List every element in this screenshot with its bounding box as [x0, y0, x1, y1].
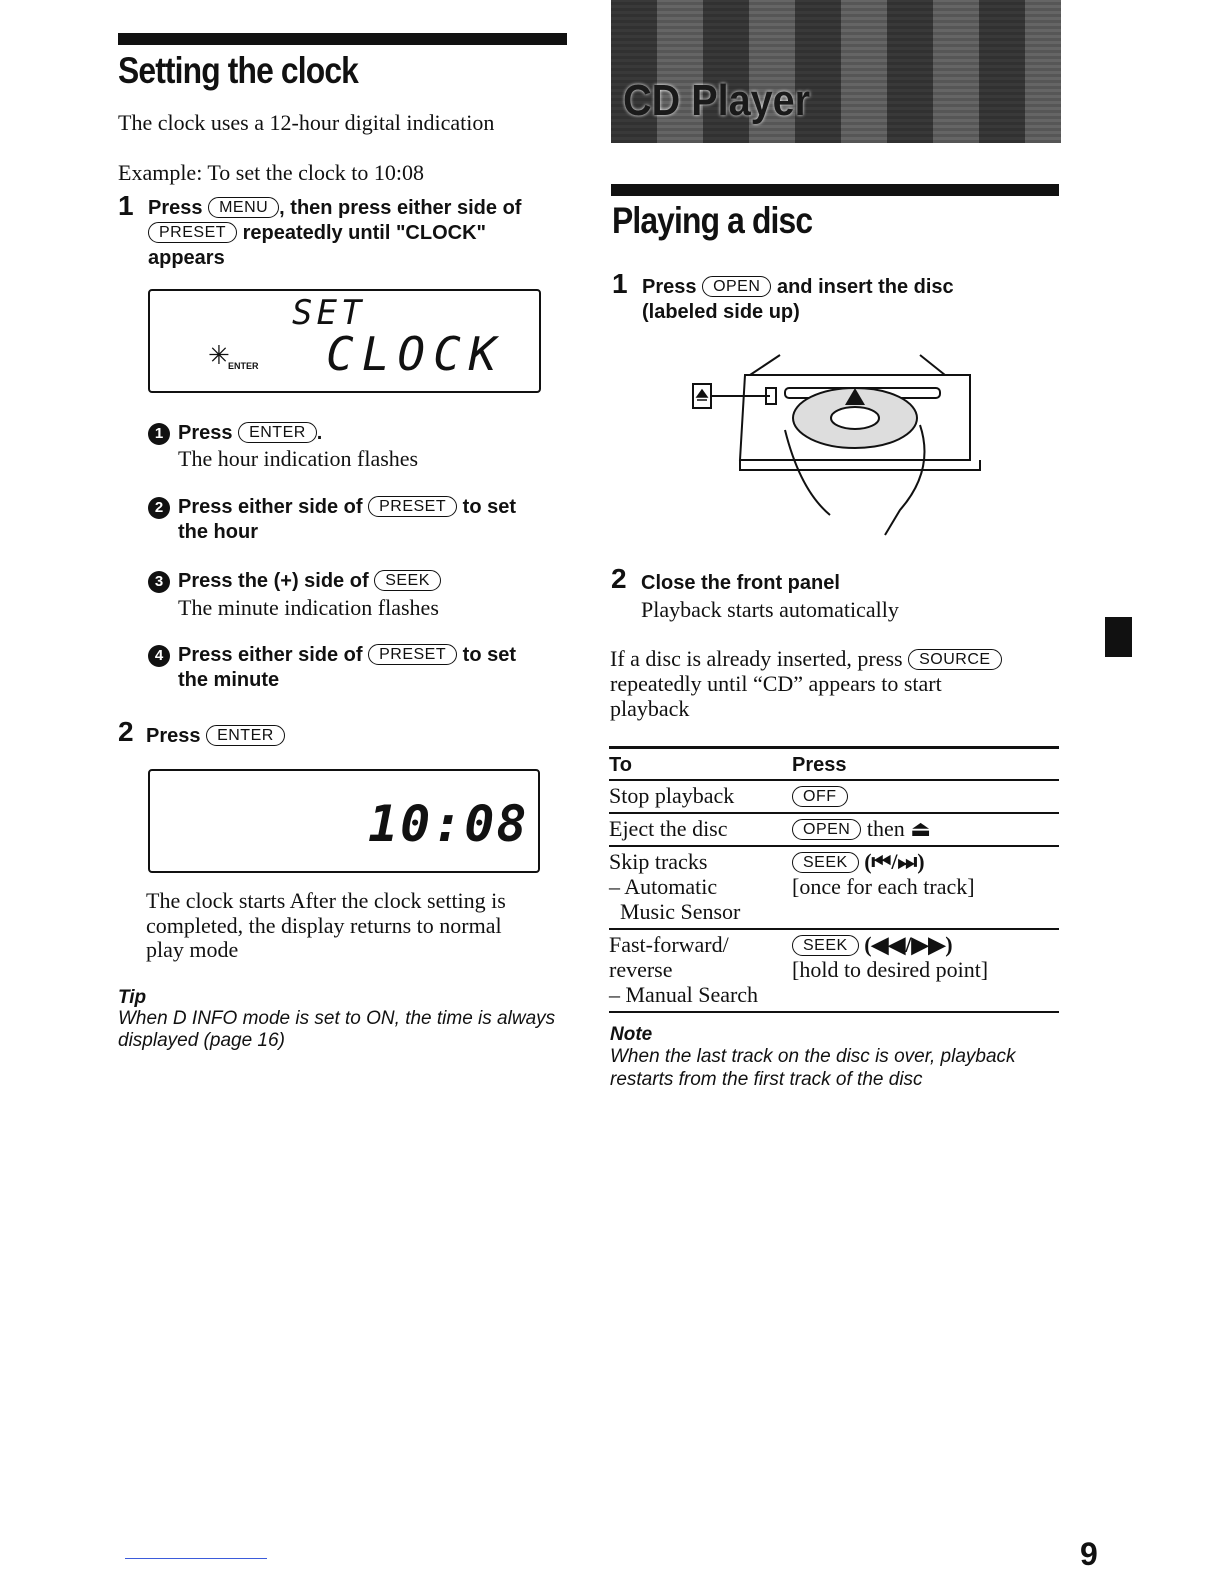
lcd-display-set-clock	[148, 289, 541, 393]
table-cell-to	[609, 846, 792, 929]
preset-button[interactable]: PRESET	[368, 644, 457, 665]
table-cell-to: Stop playback	[609, 783, 735, 808]
enter-button[interactable]: ENTER	[238, 422, 317, 443]
preset-button[interactable]: PRESET	[148, 222, 237, 243]
para-line2: repeatedly until “CD” appears to start	[610, 671, 942, 696]
table-row	[609, 929, 1059, 1012]
eject-press-text: then ⏏	[866, 816, 932, 841]
table-cell-press	[792, 813, 1059, 846]
tip-label: Tip	[118, 987, 147, 1008]
disc-insert-illustration	[690, 350, 990, 540]
table-top-rule	[609, 746, 1059, 749]
ff-arrows: (◀◀/▶▶)	[864, 932, 953, 957]
step2-pre: Press	[146, 725, 201, 747]
substep-4-text: Press either side of	[178, 644, 363, 666]
substep-number-icon: 4	[148, 645, 170, 667]
off-button[interactable]: OFF	[792, 786, 848, 807]
result-line-3: play mode	[146, 937, 239, 962]
section-title-setting-clock: Setting the clock	[118, 50, 358, 91]
disc-step1-instruction	[642, 275, 954, 325]
lcd-time: 10:08	[368, 795, 529, 853]
to-line: Music Sensor	[609, 899, 741, 924]
skip-arrows: (⏮/⏭)	[864, 849, 925, 874]
footer-link-rule	[125, 1558, 267, 1559]
substep-3-note: The minute indication flashes	[178, 595, 439, 620]
seek-button[interactable]: SEEK	[792, 852, 859, 873]
already-inserted-para	[610, 646, 1050, 721]
press-line: [once for each track]	[792, 874, 975, 899]
table-row	[609, 846, 1059, 929]
step1-post: repeatedly until "CLOCK"	[242, 222, 487, 244]
step1-post2: appears	[148, 247, 225, 269]
substep-3-text: Press the (+) side of	[178, 570, 369, 592]
to-line: Fast-forward/	[609, 932, 729, 957]
page-number: 9	[1080, 1536, 1098, 1572]
disc-step2-label: Close the front panel	[641, 572, 840, 594]
substep-2-post: to set	[462, 496, 517, 518]
open-button[interactable]: OPEN	[792, 819, 861, 840]
substep-number-icon: 3	[148, 571, 170, 593]
table-cell-press	[792, 929, 1059, 1012]
step-number: 1	[612, 268, 628, 299]
to-line: – Manual Search	[609, 982, 759, 1007]
table-cell-to	[609, 929, 792, 1012]
step1-pre: Press	[148, 197, 203, 219]
substep-4	[148, 643, 516, 668]
disc-step1-pre: Press	[642, 276, 697, 298]
substep-2-text: Press either side of	[178, 496, 363, 518]
lcd-display-time	[148, 769, 540, 873]
table-row	[609, 780, 1059, 813]
table-cell-press	[792, 846, 1059, 929]
table-header-press: Press	[792, 754, 847, 776]
step-number: 1	[118, 190, 134, 221]
to-line: – Automatic	[609, 874, 718, 899]
result-line-2: completed, the display returns to normal	[146, 913, 502, 938]
open-button[interactable]: OPEN	[702, 276, 771, 297]
substep-1-post: .	[316, 422, 323, 444]
para-line3: playback	[610, 696, 690, 721]
disc-step1-post: and insert the disc	[776, 276, 954, 298]
lcd-line-clock: CLOCK	[326, 327, 505, 381]
para-pre: If a disc is already inserted, press	[610, 646, 903, 671]
to-line: Skip tracks	[609, 849, 708, 874]
substep-3	[148, 569, 441, 594]
seek-button[interactable]: SEEK	[374, 570, 441, 591]
lcd-line-set: SET	[292, 293, 366, 333]
substep-number-icon: 1	[148, 423, 170, 445]
section-rule-left	[118, 33, 567, 45]
step-number: 2	[611, 563, 627, 594]
substep-number-icon: 2	[148, 497, 170, 519]
to-line: reverse	[609, 957, 673, 982]
sun-icon: ✳	[208, 341, 230, 371]
table-header-row	[609, 750, 1059, 780]
table-header-to: To	[609, 754, 632, 776]
substep-4-post: to set	[462, 644, 517, 666]
result-line-1: The clock starts After the clock setting is	[146, 888, 506, 913]
step2-instruction	[146, 724, 285, 749]
note-line-2: restarts from the first track of the disc	[610, 1069, 923, 1090]
substep-4-post2: the minute	[178, 669, 280, 691]
source-button[interactable]: SOURCE	[908, 649, 1001, 670]
substep-1	[148, 421, 322, 446]
substep-2	[148, 495, 516, 520]
intro-text: The clock uses a 12-hour digital indication	[118, 110, 495, 135]
step1-mid: , then press either side of	[279, 197, 522, 219]
section-rule-right	[611, 184, 1059, 196]
preset-button[interactable]: PRESET	[368, 496, 457, 517]
tip-line-1: When D INFO mode is set to ON, the time is always	[118, 1008, 556, 1029]
table-cell-to: Eject the disc	[609, 816, 728, 841]
substep-1-note: The hour indication flashes	[178, 446, 419, 471]
substep-1-text: Press	[178, 422, 233, 444]
example-text: Example: To set the clock to 10:08	[118, 160, 424, 185]
table-row	[609, 813, 1059, 846]
lcd-enter-label: ENTER	[228, 361, 259, 371]
press-line: [hold to desired point]	[792, 957, 989, 982]
operations-table	[609, 750, 1059, 1013]
disc-step1-post2: (labeled side up)	[642, 301, 800, 323]
step-number: 2	[118, 716, 134, 747]
seek-button[interactable]: SEEK	[792, 935, 859, 956]
menu-button[interactable]: MENU	[208, 197, 279, 218]
note-label: Note	[610, 1024, 653, 1045]
section-edge-marker	[1105, 617, 1132, 657]
enter-button[interactable]: ENTER	[206, 725, 285, 746]
banner-title: CD Player	[623, 76, 811, 125]
cd-player-banner	[611, 0, 1061, 143]
tip-line-2: displayed (page 16)	[118, 1030, 285, 1051]
step1-instruction	[148, 196, 568, 271]
table-cell-press	[792, 780, 1059, 813]
substep-2-post2: the hour	[178, 521, 258, 543]
section-title-playing-disc: Playing a disc	[612, 200, 813, 241]
note-line-1: When the last track on the disc is over, playback	[610, 1046, 1016, 1067]
disc-step2-note: Playback starts automatically	[641, 597, 899, 622]
